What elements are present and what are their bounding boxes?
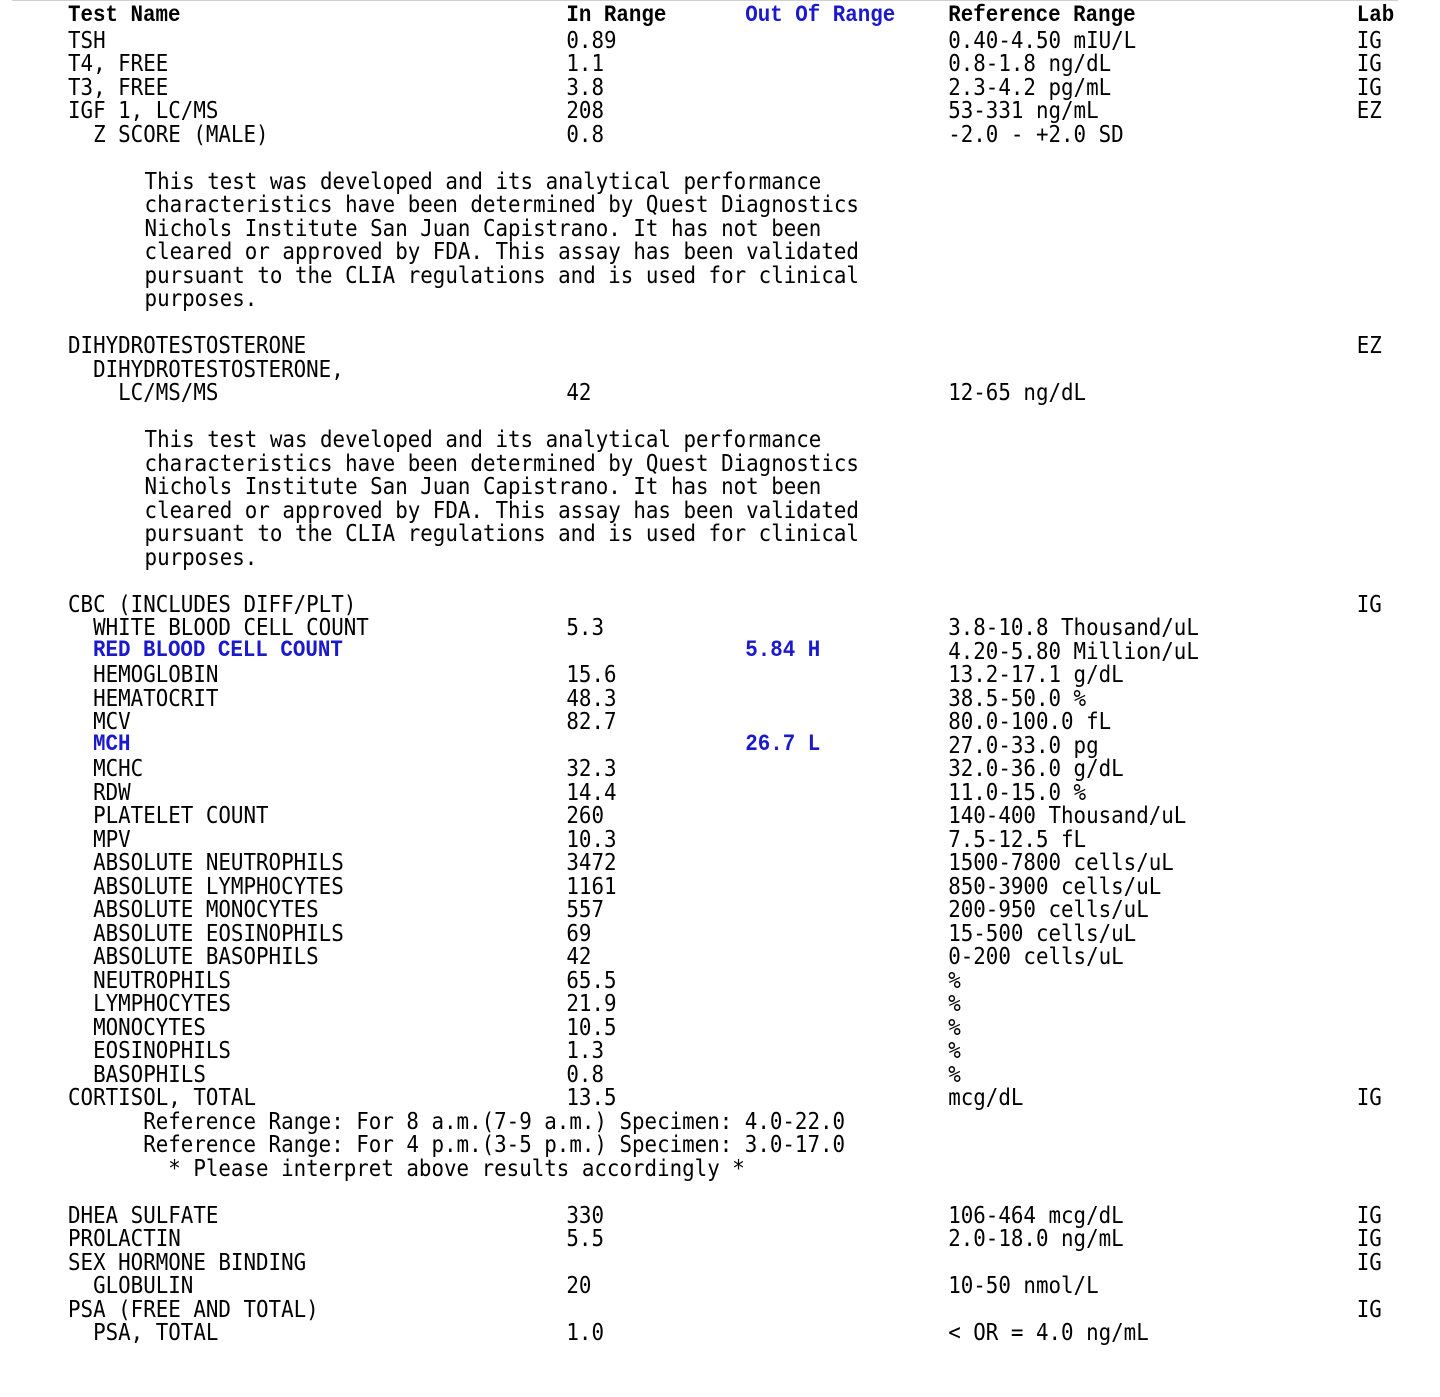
test-row <box>68 848 1174 876</box>
reference-range: 0-200 cells/uL <box>948 942 1124 970</box>
note-line <box>68 472 822 500</box>
note-line <box>68 260 859 289</box>
in-range-value: 13.5 <box>566 1083 617 1111</box>
note-line <box>68 213 822 242</box>
out-of-range-value: 26.7 L <box>745 731 821 758</box>
test-name: ABSOLUTE MONOCYTES <box>68 895 319 923</box>
note-text: Nichols Institute San Juan Capistrano. It has not been <box>144 472 822 500</box>
in-range-value: 5.5 <box>566 1224 605 1252</box>
reference-range: % <box>948 989 961 1017</box>
note-line <box>68 542 258 571</box>
lab-code: IG <box>1356 1200 1382 1229</box>
test-row <box>68 989 961 1017</box>
test-row <box>68 660 1124 688</box>
validation-note <box>68 425 859 571</box>
reference-range: 850-3900 cells/uL <box>948 871 1162 900</box>
in-range-value: 0.89 <box>566 25 617 54</box>
test-row <box>68 942 1124 970</box>
in-range-value: 10.3 <box>566 824 617 853</box>
reference-range: 13.2-17.1 g/dL <box>948 660 1124 688</box>
note-line <box>68 495 859 524</box>
note-line <box>68 1153 745 1182</box>
in-range-value: 0.8 <box>566 119 605 148</box>
lab-code: IG <box>1356 589 1382 618</box>
in-range-value: 1.0 <box>566 1318 605 1346</box>
test-name: ABSOLUTE EOSINOPHILS <box>68 918 344 947</box>
reference-range: 2.3-4.2 pg/mL <box>948 72 1112 101</box>
header-lab: Lab <box>1356 3 1395 29</box>
lab-code: IG <box>1356 1083 1382 1111</box>
reference-range: 0.40-4.50 mIU/L <box>948 25 1137 54</box>
test-name: T3, FREE <box>68 72 169 101</box>
reference-range: 140-400 Thousand/uL <box>948 801 1187 829</box>
header-test-name: Test Name <box>68 3 181 29</box>
in-range-value: 1161 <box>566 871 617 900</box>
reference-range: 80.0-100.0 fL <box>948 707 1112 735</box>
test-name: LC/MS/MS <box>68 378 219 406</box>
note-text: Nichols Institute San Juan Capistrano. It has not been <box>144 213 822 242</box>
cortisol-notes <box>68 1106 846 1182</box>
lab-code: EZ <box>1356 331 1382 359</box>
in-range-value: 82.7 <box>566 707 617 735</box>
note-line <box>68 448 859 477</box>
test-name: NEUTROPHILS <box>68 965 231 994</box>
test-name: PLATELET COUNT <box>68 801 269 829</box>
test-name: MONOCYTES <box>68 1012 206 1041</box>
in-range-value: 10.5 <box>566 1012 617 1041</box>
test-name: RED BLOOD CELL COUNT <box>68 637 343 664</box>
note-text: cleared or approved by FDA. This assay has been validated <box>144 495 859 524</box>
note-line <box>68 237 859 265</box>
test-name: LYMPHOCYTES <box>68 989 231 1017</box>
lab-code: IG <box>1356 25 1382 54</box>
in-range-value: 65.5 <box>566 965 617 994</box>
note-line <box>68 166 822 195</box>
note-text: characteristics have been determined by Quest Diagnostics <box>144 448 859 477</box>
header-out-of-range: Out Of Range <box>745 3 896 29</box>
in-range-value: 15.6 <box>566 660 617 688</box>
test-name: Z SCORE (MALE) <box>68 119 269 148</box>
thyroid-igf-section <box>68 25 1382 148</box>
header-reference-range: Reference Range <box>948 3 1136 29</box>
note-text: Reference Range: For 4 p.m.(3-5 p.m.) Specimen: 3.0-17.0 <box>68 1130 846 1158</box>
reference-range: 2.0-18.0 ng/mL <box>948 1224 1124 1252</box>
test-name: CBC (INCLUDES DIFF/PLT) <box>68 589 357 618</box>
in-range-value: 208 <box>566 96 605 124</box>
test-name: MPV <box>68 824 131 853</box>
note-line <box>68 190 859 218</box>
top-divider <box>12 0 1398 1</box>
note-line <box>68 425 822 453</box>
test-name: BASOPHILS <box>68 1059 206 1088</box>
test-row <box>68 96 1382 124</box>
test-row <box>68 378 1087 406</box>
in-range-value: 3.8 <box>566 72 605 101</box>
reference-range: mcg/dL <box>948 1083 1024 1111</box>
test-row <box>68 895 1149 923</box>
test-row <box>68 1271 1099 1299</box>
test-name: DIHYDROTESTOSTERONE, <box>68 354 344 383</box>
note-text: pursuant to the CLIA regulations and is used for clinical <box>144 260 859 289</box>
note-text: purposes. <box>144 542 258 571</box>
note-text: Reference Range: For 8 a.m.(7-9 a.m.) Specimen: 4.0-22.0 <box>68 1106 846 1135</box>
reference-range: % <box>948 965 961 994</box>
test-name: SEX HORMONE BINDING <box>68 1247 307 1276</box>
test-row <box>68 801 1187 829</box>
test-row <box>68 1224 1382 1252</box>
test-name: MCH <box>68 731 131 758</box>
note-text: purposes. <box>144 284 258 312</box>
note-line <box>68 519 859 547</box>
lab-code: IG <box>1356 1294 1382 1323</box>
reference-range: 53-331 ng/mL <box>948 96 1099 124</box>
header-in-range: In Range <box>566 3 667 29</box>
in-range-value: 3472 <box>566 848 617 876</box>
reference-range: 38.5-50.0 % <box>948 683 1087 712</box>
in-range-value: 48.3 <box>566 683 617 712</box>
test-row <box>68 119 1124 148</box>
test-row <box>68 707 1112 735</box>
in-range-value: 21.9 <box>566 989 617 1017</box>
test-name: ABSOLUTE BASOPHILS <box>68 942 319 970</box>
in-range-value: 1.3 <box>566 1036 605 1064</box>
test-row <box>68 331 1382 359</box>
reference-range: 4.20-5.80 Million/uL <box>948 636 1199 665</box>
test-name: CORTISOL, TOTAL <box>68 1083 257 1111</box>
in-range-value: 260 <box>566 801 605 829</box>
in-range-value: 20 <box>566 1271 592 1299</box>
test-name: HEMOGLOBIN <box>68 660 219 688</box>
validation-note <box>68 166 859 312</box>
test-row <box>68 1036 961 1064</box>
reference-range: 12-65 ng/dL <box>948 378 1087 406</box>
cortisol-row <box>68 1083 1382 1111</box>
test-name: PSA, TOTAL <box>68 1318 219 1346</box>
test-name: WHITE BLOOD CELL COUNT <box>68 613 369 641</box>
in-range-value: 42 <box>566 378 592 406</box>
reference-range: 3.8-10.8 Thousand/uL <box>948 613 1199 641</box>
lab-code: EZ <box>1356 96 1382 124</box>
test-name: MCV <box>68 707 131 735</box>
in-range-value: 69 <box>566 918 592 947</box>
lab-code: IG <box>1356 49 1382 77</box>
test-row <box>68 1318 1149 1346</box>
lab-report <box>68 3 1395 1346</box>
reference-range: % <box>948 1012 961 1041</box>
in-range-value: 14.4 <box>566 777 617 806</box>
reference-range: 11.0-15.0 % <box>948 777 1087 806</box>
in-range-value: 557 <box>566 895 605 923</box>
test-row <box>68 613 1199 641</box>
lab-code: IG <box>1356 1247 1382 1276</box>
note-text: This test was developed and its analytical performance <box>144 166 822 195</box>
reference-range: -2.0 - +2.0 SD <box>948 119 1124 148</box>
hormone-psa-section <box>68 1200 1382 1346</box>
test-name: PSA (FREE AND TOTAL) <box>68 1294 319 1323</box>
test-name: TSH <box>68 25 106 54</box>
test-name: DHEA SULFATE <box>68 1200 219 1229</box>
reference-range: % <box>948 1059 961 1088</box>
note-line <box>68 1130 846 1158</box>
test-row <box>68 49 1382 77</box>
test-name: GLOBULIN <box>68 1271 194 1299</box>
in-range-value: 32.3 <box>566 754 617 782</box>
test-name: RDW <box>68 777 131 806</box>
test-name: ABSOLUTE NEUTROPHILS <box>68 848 344 876</box>
test-row <box>68 754 1124 782</box>
in-range-value: 1.1 <box>566 49 605 77</box>
test-name: PROLACTIN <box>68 1224 181 1252</box>
test-name: MCHC <box>68 754 144 782</box>
reference-range: 32.0-36.0 g/dL <box>948 754 1124 782</box>
reference-range: < OR = 4.0 ng/mL <box>948 1318 1149 1346</box>
note-line <box>68 284 258 312</box>
lab-code: IG <box>1356 72 1382 101</box>
note-text: pursuant to the CLIA regulations and is used for clinical <box>144 519 859 547</box>
out-of-range-value: 5.84 H <box>745 637 821 664</box>
dht-section <box>68 331 1382 406</box>
reference-range: 200-950 cells/uL <box>948 895 1149 923</box>
note-text: This test was developed and its analytical performance <box>144 425 822 453</box>
column-headers <box>68 3 1395 29</box>
test-name: IGF 1, LC/MS <box>68 96 219 124</box>
reference-range: 0.8-1.8 ng/dL <box>948 49 1112 77</box>
note-text: * Please interpret above results accordingly * <box>68 1153 745 1182</box>
test-name: EOSINOPHILS <box>68 1036 231 1064</box>
cbc-section <box>68 613 1199 1088</box>
lab-code: IG <box>1356 1224 1382 1252</box>
in-range-value: 5.3 <box>566 613 605 641</box>
reference-range: 27.0-33.0 pg <box>948 730 1099 759</box>
test-name: ABSOLUTE LYMPHOCYTES <box>68 871 344 900</box>
note-text: characteristics have been determined by Quest Diagnostics <box>144 190 859 218</box>
reference-range: 106-464 mcg/dL <box>948 1200 1124 1229</box>
test-name: HEMATOCRIT <box>68 683 219 712</box>
note-text: cleared or approved by FDA. This assay has been validated <box>144 237 859 265</box>
reference-range: 10-50 nmol/L <box>948 1271 1099 1299</box>
test-name: T4, FREE <box>68 49 169 77</box>
reference-range: 1500-7800 cells/uL <box>948 848 1174 876</box>
reference-range: % <box>948 1036 961 1064</box>
in-range-value: 0.8 <box>566 1059 605 1088</box>
in-range-value: 42 <box>566 942 592 970</box>
reference-range: 15-500 cells/uL <box>948 918 1137 947</box>
test-name: DIHYDROTESTOSTERONE <box>68 331 307 359</box>
reference-range: 7.5-12.5 fL <box>948 824 1087 853</box>
in-range-value: 330 <box>566 1200 605 1229</box>
